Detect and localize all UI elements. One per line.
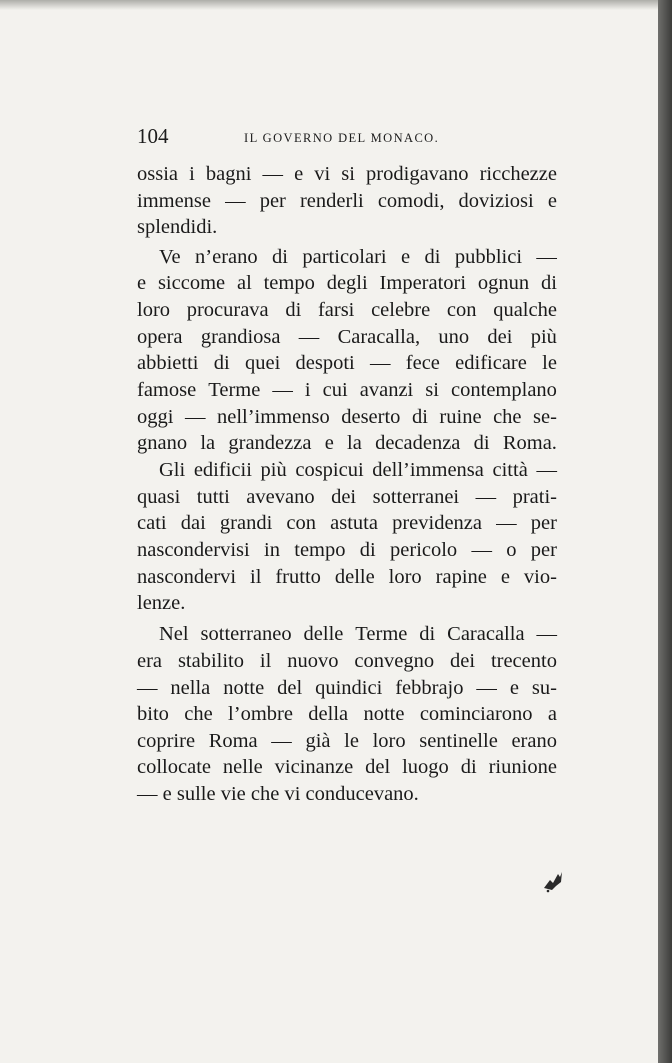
word: grandiosa bbox=[200, 326, 281, 348]
word: pericolo bbox=[390, 539, 458, 561]
word: prati- bbox=[512, 486, 557, 508]
word: opera bbox=[137, 326, 183, 348]
word: si bbox=[341, 163, 355, 185]
text-line bbox=[137, 270, 557, 296]
word: sentinelle bbox=[419, 730, 498, 752]
word: erano bbox=[511, 730, 557, 752]
word: il bbox=[259, 650, 272, 672]
word: dei bbox=[331, 486, 357, 508]
word: despoti bbox=[295, 352, 355, 374]
word: ognun bbox=[477, 272, 530, 294]
word: per bbox=[259, 190, 286, 212]
word: — bbox=[271, 730, 292, 752]
word: tempo bbox=[263, 272, 315, 294]
word: sulle bbox=[176, 783, 216, 805]
word: decadenza bbox=[375, 432, 461, 454]
word: astuta bbox=[330, 512, 378, 534]
word: più bbox=[260, 459, 287, 481]
word: di bbox=[419, 623, 436, 645]
word: — bbox=[496, 512, 517, 534]
word: città bbox=[492, 459, 528, 481]
word: nascondervisi bbox=[137, 539, 250, 561]
word: della bbox=[308, 703, 349, 725]
text-line bbox=[137, 648, 557, 674]
word: loro bbox=[137, 299, 171, 321]
word: — bbox=[476, 677, 497, 699]
word: previdenza bbox=[392, 512, 482, 534]
word: il bbox=[250, 566, 262, 588]
word: e bbox=[137, 272, 147, 294]
word: al bbox=[236, 272, 252, 294]
word: per bbox=[530, 512, 557, 534]
text-line bbox=[137, 214, 217, 240]
word: e bbox=[509, 677, 519, 699]
word: e bbox=[294, 163, 304, 185]
word: ossia bbox=[137, 163, 178, 185]
word: famose bbox=[137, 379, 197, 401]
word: — bbox=[184, 406, 206, 428]
word: le bbox=[542, 352, 557, 374]
word: Gli bbox=[159, 459, 186, 481]
word: di bbox=[411, 406, 428, 428]
word: del bbox=[277, 677, 303, 699]
word: e bbox=[401, 246, 411, 268]
word: uno bbox=[438, 326, 470, 348]
word: nelle bbox=[222, 756, 263, 778]
text-line bbox=[137, 754, 557, 780]
word: convegno bbox=[354, 650, 435, 672]
word: dell’immensa bbox=[372, 459, 484, 481]
text-line bbox=[137, 297, 557, 323]
word: quasi bbox=[137, 486, 181, 508]
word: e bbox=[162, 783, 172, 805]
word: riunione bbox=[488, 756, 557, 778]
word: grandi bbox=[219, 512, 273, 534]
text-line bbox=[159, 244, 557, 270]
word: particolari bbox=[302, 246, 387, 268]
word: di bbox=[272, 246, 288, 268]
ink-blot-mark bbox=[540, 868, 566, 894]
word: degli bbox=[326, 272, 368, 294]
text-line bbox=[137, 675, 557, 701]
running-title: IL GOVERNO DEL MONACO. bbox=[244, 131, 440, 145]
word: di bbox=[460, 756, 477, 778]
word: Imperatori bbox=[379, 272, 467, 294]
word: — bbox=[536, 246, 557, 268]
word: nuovo bbox=[287, 650, 339, 672]
word: conducevano. bbox=[305, 783, 419, 805]
word: Roma bbox=[208, 730, 258, 752]
word: Terme bbox=[355, 623, 408, 645]
word: pubblici bbox=[454, 246, 523, 268]
word: — bbox=[536, 623, 557, 645]
text-line bbox=[137, 564, 557, 590]
word: n’erano bbox=[195, 246, 258, 268]
word: di bbox=[285, 299, 302, 321]
word: grandezza bbox=[228, 432, 312, 454]
word: quei bbox=[244, 352, 281, 374]
word: delle bbox=[334, 566, 375, 588]
word: farsi bbox=[317, 299, 355, 321]
word: di bbox=[424, 246, 441, 268]
text-line bbox=[137, 781, 419, 807]
word: con bbox=[446, 299, 477, 321]
word: per bbox=[530, 539, 557, 561]
word: loro bbox=[372, 730, 406, 752]
word: vio- bbox=[523, 566, 557, 588]
word: già bbox=[305, 730, 331, 752]
word: contemplano bbox=[451, 379, 557, 401]
word: splendidi. bbox=[137, 216, 218, 238]
text-line bbox=[137, 537, 557, 563]
word: più bbox=[530, 326, 557, 348]
word: loro bbox=[388, 566, 422, 588]
running-head bbox=[137, 124, 557, 154]
word: notte bbox=[223, 677, 265, 699]
page-number: 104 bbox=[137, 124, 169, 148]
word: la bbox=[347, 432, 362, 454]
word: si bbox=[425, 379, 439, 401]
word: e bbox=[547, 190, 557, 212]
word: qualche bbox=[493, 299, 557, 321]
word: di bbox=[213, 352, 230, 374]
word: gnano bbox=[137, 432, 188, 454]
word: delle bbox=[303, 623, 344, 645]
word: abbietti bbox=[137, 352, 199, 374]
word: oggi bbox=[137, 406, 174, 428]
word: rapine bbox=[435, 566, 487, 588]
word: frutto bbox=[275, 566, 321, 588]
word: le bbox=[344, 730, 359, 752]
word: vie bbox=[220, 783, 246, 805]
word: cospicui bbox=[295, 459, 364, 481]
word: — bbox=[536, 459, 557, 481]
text-line bbox=[137, 728, 557, 754]
text-line bbox=[137, 430, 557, 456]
word: — bbox=[262, 163, 283, 185]
word: sotterraneo bbox=[200, 623, 292, 645]
word: edificii bbox=[193, 459, 252, 481]
word: bito bbox=[137, 703, 169, 725]
word: edificare bbox=[455, 352, 527, 374]
word: Nel bbox=[159, 623, 189, 645]
word: renderli bbox=[299, 190, 364, 212]
word: comodi, bbox=[377, 190, 445, 212]
word: con bbox=[286, 512, 316, 534]
word: che bbox=[250, 783, 280, 805]
word: siccome bbox=[157, 272, 226, 294]
word: avevano bbox=[246, 486, 315, 508]
word: — bbox=[370, 352, 391, 374]
text-line bbox=[137, 350, 557, 376]
text-line bbox=[137, 161, 557, 187]
word: stabilito bbox=[177, 650, 244, 672]
word: nella bbox=[170, 677, 211, 699]
word: luogo bbox=[402, 756, 449, 778]
word: cati bbox=[137, 512, 167, 534]
page-top-shadow bbox=[0, 0, 658, 10]
word: Roma. bbox=[502, 432, 557, 454]
word: i bbox=[189, 163, 195, 185]
word: nascondervi bbox=[137, 566, 237, 588]
word: vi bbox=[284, 783, 301, 805]
word: — bbox=[137, 677, 158, 699]
word: vi bbox=[314, 163, 331, 185]
word: che bbox=[493, 406, 522, 428]
word: di bbox=[359, 539, 376, 561]
word: avanzi bbox=[359, 379, 414, 401]
word: immense bbox=[137, 190, 212, 212]
word: quindici bbox=[315, 677, 383, 699]
word: — bbox=[272, 379, 293, 401]
word: bagni bbox=[205, 163, 252, 185]
word: — bbox=[475, 486, 497, 508]
word: deserto bbox=[341, 406, 401, 428]
text-line bbox=[137, 590, 185, 616]
word: cui bbox=[322, 379, 348, 401]
word: notte bbox=[363, 703, 405, 725]
word: di bbox=[541, 272, 557, 294]
text-line bbox=[137, 701, 557, 727]
word: prodigavano bbox=[366, 163, 469, 185]
word: — bbox=[137, 783, 158, 805]
word: Caracalla, bbox=[337, 326, 421, 348]
word: se- bbox=[533, 406, 557, 428]
word: in bbox=[264, 539, 280, 561]
word: ricchezze bbox=[479, 163, 557, 185]
word: trecento bbox=[490, 650, 557, 672]
word: — bbox=[471, 539, 492, 561]
text-line bbox=[159, 457, 557, 483]
page-edge-shadow bbox=[658, 0, 672, 1063]
word: la bbox=[200, 432, 216, 454]
word: lenze. bbox=[137, 592, 186, 614]
word: cominciarono bbox=[419, 703, 533, 725]
word: del bbox=[365, 756, 391, 778]
word: dei bbox=[449, 650, 476, 672]
text-line bbox=[137, 188, 557, 214]
word: tutti bbox=[196, 486, 230, 508]
word: febbrajo bbox=[395, 677, 464, 699]
word: sotterranei bbox=[372, 486, 460, 508]
word: vicinanze bbox=[274, 756, 354, 778]
word: Caracalla bbox=[447, 623, 525, 645]
word: Terme bbox=[208, 379, 261, 401]
text-line bbox=[159, 621, 557, 647]
word: celebre bbox=[371, 299, 431, 321]
word: a bbox=[547, 703, 557, 725]
word: collocate bbox=[137, 756, 211, 778]
text-line bbox=[137, 324, 557, 350]
word: su- bbox=[531, 677, 557, 699]
word: doviziosi bbox=[458, 190, 534, 212]
text-line bbox=[137, 484, 557, 510]
word: ruine bbox=[439, 406, 482, 428]
text-line bbox=[137, 404, 557, 430]
word: i bbox=[304, 379, 311, 401]
word: e bbox=[324, 432, 334, 454]
word: o bbox=[506, 539, 517, 561]
word: Ve bbox=[159, 246, 181, 268]
word: — bbox=[225, 190, 246, 212]
text-line bbox=[137, 510, 557, 536]
word: l’ombre bbox=[228, 703, 293, 725]
word: era bbox=[137, 650, 163, 672]
word: che bbox=[184, 703, 213, 725]
word: di bbox=[473, 432, 490, 454]
word: procurava bbox=[186, 299, 269, 321]
word: tempo bbox=[294, 539, 346, 561]
word: dei bbox=[487, 326, 513, 348]
word: e bbox=[500, 566, 510, 588]
word: coprire bbox=[137, 730, 196, 752]
word: — bbox=[298, 326, 320, 348]
word: dai bbox=[180, 512, 206, 534]
text-line bbox=[137, 377, 557, 403]
word: nell’immenso bbox=[216, 406, 330, 428]
word: fece bbox=[405, 352, 440, 374]
